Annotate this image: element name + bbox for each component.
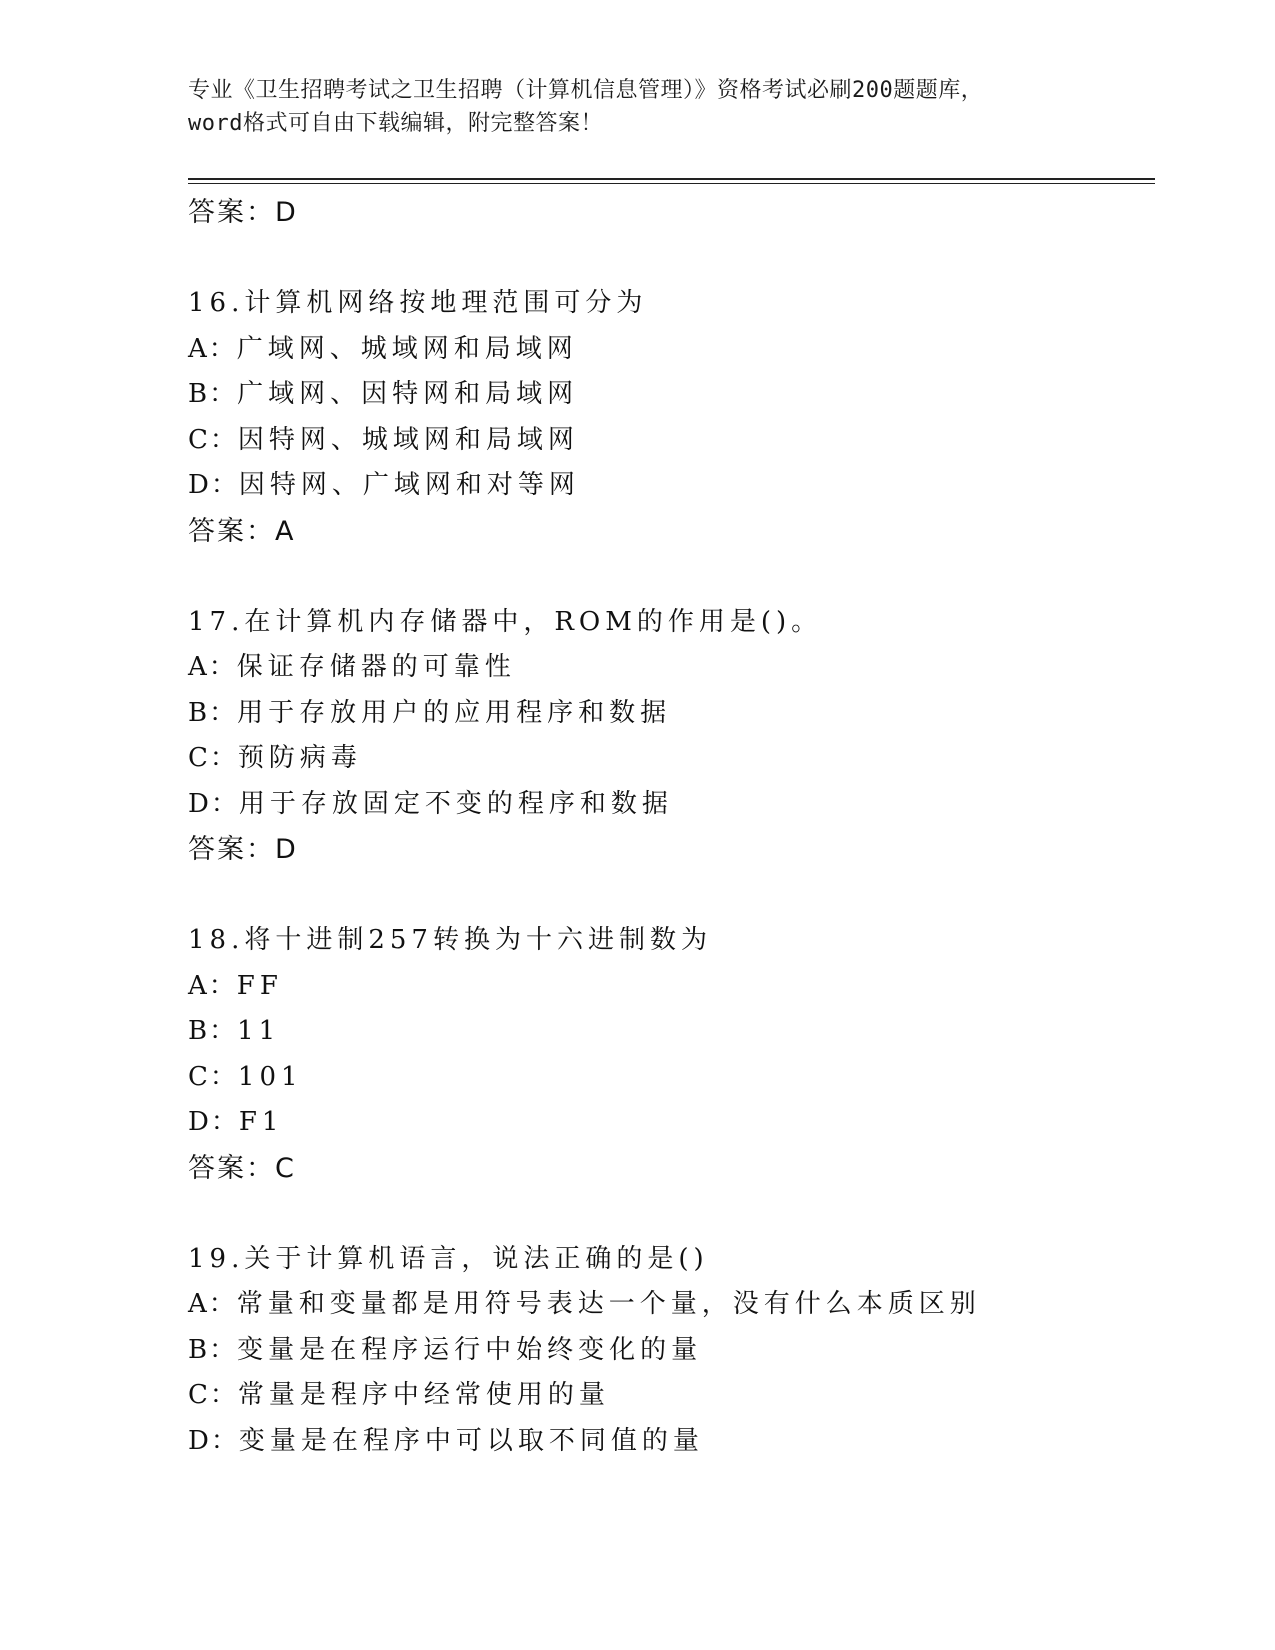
option-text: 101 [237, 1061, 303, 1092]
option-letter: C： [188, 1380, 238, 1410]
option-letter: D： [188, 1425, 239, 1456]
option-b [188, 372, 1188, 418]
option-text: 变量是在程序中可以取不同值的量 [238, 1425, 704, 1456]
option-text: F1 [238, 1107, 284, 1137]
option-letter: A： [188, 1289, 237, 1319]
answer-line: 答案：D [188, 197, 298, 228]
option-letter: B： [188, 1016, 238, 1046]
option-letter: D： [188, 470, 239, 500]
option-a [188, 327, 1188, 373]
question-text: 16.计算机网络按地理范围可分为 [188, 288, 648, 318]
option-text: 用于存放用户的应用程序和数据 [237, 697, 672, 728]
question-text: 18.将十进制257转换为十六进制数为 [188, 925, 712, 955]
option-letter: D： [188, 788, 239, 819]
question-list [188, 190, 1188, 1464]
option-text: FF [236, 970, 283, 1001]
answer-line: 答案：C [188, 1152, 296, 1184]
option-text: 广域网、因特网和局域网 [237, 379, 579, 409]
header-divider-thin [188, 183, 1155, 184]
option-c [188, 1055, 1188, 1101]
option-a [188, 964, 1188, 1010]
header-line-1: 专业《卫生招聘考试之卫生招聘（计算机信息管理）》资格考试必刷200题题库， [188, 78, 984, 103]
option-d [188, 463, 1188, 509]
option-letter: A： [188, 970, 237, 1001]
option-letter: D： [188, 1107, 239, 1137]
option-letter: C： [188, 1061, 238, 1092]
option-letter: A： [188, 652, 237, 682]
question-16 [188, 281, 1188, 554]
option-text: 11 [237, 1016, 281, 1046]
option-text: 常量和变量都是用符号表达一个量，没有什么本质区别 [236, 1289, 981, 1319]
option-b [188, 691, 1188, 737]
question-19 [188, 1237, 1188, 1465]
option-text: 因特网、城域网和局域网 [237, 424, 579, 455]
answer-line: 答案：D [188, 834, 298, 865]
option-letter: B： [188, 697, 238, 728]
option-b [188, 1328, 1188, 1374]
option-letter: B： [188, 379, 238, 409]
option-letter: C： [188, 743, 238, 773]
option-b [188, 1009, 1188, 1055]
answer-line: 答案：A [188, 515, 296, 547]
option-text: 用于存放固定不变的程序和数据 [238, 788, 673, 819]
document-header [188, 74, 1088, 140]
header-line-2: word格式可自由下载编辑，附完整答案！ [188, 111, 603, 136]
option-text: 保证存储器的可靠性 [236, 652, 516, 682]
option-text: 广域网、城域网和局域网 [236, 333, 578, 364]
option-d [188, 1100, 1188, 1146]
option-text: 变量是在程序运行中始终变化的量 [237, 1334, 703, 1365]
option-c [188, 736, 1188, 782]
option-text: 因特网、广域网和对等网 [238, 470, 580, 500]
option-letter: A： [188, 333, 237, 364]
option-d [188, 1419, 1188, 1465]
option-letter: C： [188, 424, 238, 455]
option-a [188, 645, 1188, 691]
option-text: 常量是程序中经常使用的量 [237, 1380, 610, 1410]
question-17 [188, 600, 1188, 873]
option-c [188, 1373, 1188, 1419]
option-text: 预防病毒 [237, 743, 362, 773]
question-text: 19.关于计算机语言，说法正确的是() [188, 1243, 709, 1274]
option-a [188, 1282, 1188, 1328]
question-text: 17.在计算机内存储器中，ROM的作用是()。 [188, 606, 823, 637]
question-18 [188, 918, 1188, 1191]
option-c [188, 418, 1188, 464]
option-d [188, 782, 1188, 828]
header-divider-thick [188, 178, 1155, 180]
option-letter: B： [188, 1334, 238, 1365]
